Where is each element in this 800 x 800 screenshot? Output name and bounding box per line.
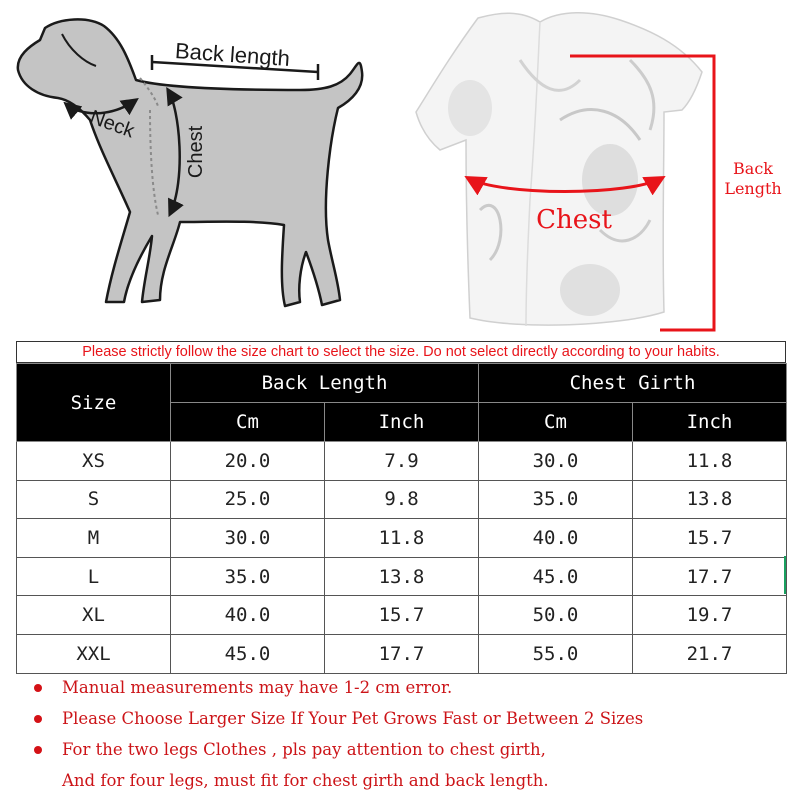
chest-inch-cell: 17.7: [633, 557, 787, 596]
neck-label: Neck: [86, 106, 138, 143]
back-cm-cell: 40.0: [171, 596, 325, 635]
list-item: [32, 703, 772, 734]
size-warning: Please strictly follow the size chart to select the size. Do not select directly according to your habits.: [16, 341, 786, 363]
chest-inch-cell: 21.7: [633, 634, 787, 673]
back-inch-cell: 11.8: [325, 519, 479, 558]
note-text: For the two legs Clothes , pls pay attention to chest girth,: [62, 740, 546, 759]
table-row: [17, 442, 787, 481]
back-inch-cell: 15.7: [325, 596, 479, 635]
chest-cm-cell: 50.0: [479, 596, 633, 635]
chest-cm-cell: 35.0: [479, 480, 633, 519]
size-chart-table: [16, 363, 787, 674]
chest-cm-cell: 40.0: [479, 519, 633, 558]
size-cell: M: [17, 519, 171, 558]
chest-inch-cell: 13.8: [633, 480, 787, 519]
bullet-icon: [34, 715, 42, 723]
back-length-label: Back length: [174, 38, 291, 71]
table-row: [17, 596, 787, 635]
size-cell: XS: [17, 442, 171, 481]
back-inch-cell: 9.8: [325, 480, 479, 519]
size-cell: L: [17, 557, 171, 596]
chest-inch-cell: 15.7: [633, 519, 787, 558]
back-cm-cell: 20.0: [171, 442, 325, 481]
back-cm-cell: 25.0: [171, 480, 325, 519]
table-row: [17, 480, 787, 519]
back-cm-cell: 30.0: [171, 519, 325, 558]
chest-cm-cell: 45.0: [479, 557, 633, 596]
unit-header-chest-cm: Cm: [479, 403, 633, 442]
chest-inch-cell: 19.7: [633, 596, 787, 635]
shirt-chest-label: Chest: [536, 205, 612, 235]
unit-header-back-inch: Inch: [325, 403, 479, 442]
edge-marker: [784, 556, 786, 594]
chest-cm-cell: 55.0: [479, 634, 633, 673]
list-item: [32, 672, 772, 703]
chest-cm-cell: 30.0: [479, 442, 633, 481]
back-cm-cell: 45.0: [171, 634, 325, 673]
shirt-image: [416, 13, 702, 326]
back-length-header: Back Length: [171, 364, 479, 403]
chest-girth-header: Chest Girth: [479, 364, 787, 403]
note-text: Please Choose Larger Size If Your Pet Grows Fast or Between 2 Sizes: [62, 709, 644, 728]
size-cell: XL: [17, 596, 171, 635]
table-row: [17, 634, 787, 673]
note-text: And for four legs, must fit for chest girth and back length.: [62, 771, 549, 790]
size-cell: S: [17, 480, 171, 519]
unit-header-back-cm: Cm: [171, 403, 325, 442]
back-cm-cell: 35.0: [171, 557, 325, 596]
chest-label: Chest: [185, 125, 207, 179]
back-inch-cell: 17.7: [325, 634, 479, 673]
back-inch-cell: 13.8: [325, 557, 479, 596]
notes-list: [32, 672, 772, 796]
list-item: [32, 734, 772, 765]
unit-header-chest-inch: Inch: [633, 403, 787, 442]
shirt-back-label-line1: Back: [733, 159, 773, 178]
bullet-icon: [34, 746, 42, 754]
measurement-illustration: [0, 0, 800, 340]
note-text: Manual measurements may have 1-2 cm error.: [62, 678, 453, 697]
table-row: [17, 519, 787, 558]
table-row: [17, 557, 787, 596]
bullet-icon: [34, 684, 42, 692]
back-inch-cell: 7.9: [325, 442, 479, 481]
shirt-back-label-line2: Length: [724, 179, 782, 198]
list-item: [32, 765, 772, 796]
size-header: Size: [17, 364, 171, 442]
chest-inch-cell: 11.8: [633, 442, 787, 481]
size-cell: XXL: [17, 634, 171, 673]
